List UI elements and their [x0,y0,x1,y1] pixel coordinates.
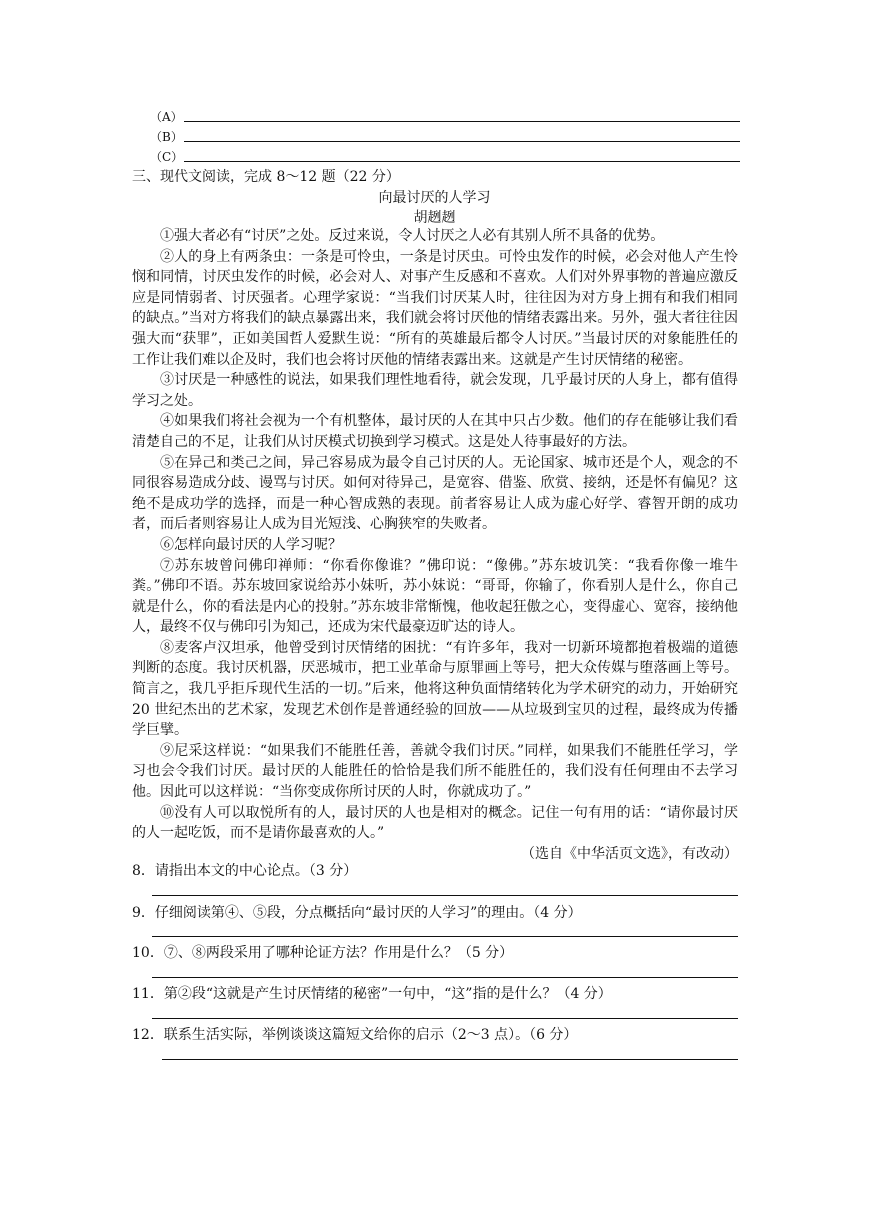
answer-line-q11[interactable] [152,1018,738,1019]
question-10: 10．⑦、⑧两段采用了哪种论证方法？作用是什么？（5 分） [132,945,514,961]
answer-line-q8[interactable] [152,895,738,896]
paragraph-3: ③讨厌是一种感性的说法，如果我们理性地看待，就会发现，几乎最讨厌的人身上，都有值得学习之处。 [132,372,738,409]
paragraph-9: ⑨尼采这样说：“如果我们不能胜任善，善就令我们讨厌。”同样，如果我们不能胜任学习，学习也会令我们讨厌。最讨厌的人能胜任的恰恰是我们所不能胜任的，我们没有任何理由不去学习他。因此可以这样说：“当你变成你所讨厌的人时，你就成功了。” [132,742,738,801]
article-author: 胡趔趔 [413,210,456,226]
answer-line-c [150,146,740,166]
answer-underline-c [184,161,740,162]
question-11: 11．第②段“这就是产生讨厌情绪的秘密”一句中，“这”指的是什么？（4 分） [132,986,612,1002]
paragraph-6: ⑥怎样向最讨厌的人学习呢？ [160,536,342,553]
question-12: 12．联系生活实际，举例谈谈这篇短文给你的启示（2～3 点）。（6 分） [132,1027,578,1043]
article-body [132,226,738,864]
paragraph-8: ⑧麦客卢汉坦承，他曾受到讨厌情绪的困扰：“有许多年，我对一切新环境都抱着极端的道德判断的态度。我讨厌机器，厌恶城市，把工业革命与原罪画上等号，把大众传媒与堕落画上等号。简言之，我几乎拒斥现代生活的一切。”后来，他将这种负面情绪转化为学术研究的动力，开始研究 20 世纪杰出的艺术家，发现艺术创作是普通经验的回放——从垃圾到宝贝的过程，最终成为传播学巨擘。 [132,639,738,739]
paragraph-7: ⑦苏东坡曾问佛印禅师：“你看你像谁？”佛印说：“像佛。”苏东坡讥笑：“我看你像一堆牛粪。”佛印不语。苏东坡回家说给苏小妹听，苏小妹说：“哥哥，你输了，你看别人是什么，你自己就是什么，你的看法是内心的投射。”苏东坡非常惭愧，他收起狂傲之心，变得虚心、宽容，接纳他人，最终不仅与佛印引为知己，还成为宋代最豪迈旷达的诗人。 [132,557,738,636]
answer-line-a [150,106,740,126]
answer-line-b [150,126,740,146]
answer-underline-b [184,141,740,142]
question-8: 8．请指出本文的中心论点。（3 分） [132,863,358,879]
section-heading: 三、现代文阅读，完成 8～12 题（22 分） [132,169,400,185]
paragraph-2: ②人的身上有两条虫：一条是可怜虫，一条是讨厌虫。可怜虫发作的时候，必会对他人产生怜悯和同情，讨厌虫发作的时候，必会对人、对事产生反感和不喜欢。人们对外界事物的普遍应激反应是同情弱者、讨厌强者。心理学家说：“当我们讨厌某人时，往往因为对方身上拥有和我们相同的缺点。”当对方将我们的缺点暴露出来，我们就会将讨厌他的情绪表露出来。另外，强大者往往因强大而“获罪”，正如美国哲人爱默生说：“所有的英雄最后都令人讨厌。”当最讨厌的对象能胜任的工作让我们难以企及时，我们也会将讨厌他的情绪表露出来。这就是产生讨厌情绪的秘密。 [132,248,738,368]
paragraph-1: ①强大者必有“讨厌”之处。反过来说，令人讨厌之人必有其别人所不具备的优势。 [160,228,665,244]
paragraph-5: ⑤在异己和类己之间，异己容易成为最令自己讨厌的人。无论国家、城市还是个人，观念的不同很容易造成分歧、谩骂与讨厌。如何对待异己，是宽容、借鉴、欣赏、接纳，还是怀有偏见？这绝不是成功学的选择，而是一种心智成熟的表现。前者容易让人成为虚心好学、睿智开朗的成功者，而后者则容易让人成为目光短浅、心胸狭窄的失败者。 [132,454,738,533]
answer-line-q12[interactable] [162,1059,738,1060]
answer-line-q9[interactable] [152,936,738,937]
answer-underline-a [184,121,740,122]
answer-line-q10[interactable] [152,977,738,978]
article-title: 向最讨厌的人学习 [378,190,491,206]
answer-label-b: （B） [150,130,183,144]
article-source: （选自《中华活页文选》，有改动） [521,845,738,862]
paragraph-10: ⑩没有人可以取悦所有的人，最讨厌的人也是相对的概念。记住一句有用的话：“请你最讨厌的人一起吃饭，而不是请你最喜欢的人。” [132,804,738,842]
paragraph-4: ④如果我们将社会视为一个有机整体，最讨厌的人在其中只占少数。他们的存在能够让我们看清楚自己的不足，让我们从讨厌模式切换到学习模式。这是处人待事最好的方法。 [132,413,738,450]
answer-label-a: （A） [150,110,183,124]
answer-label-c: （C） [150,150,184,164]
question-9: 9．仔细阅读第④、⑤段，分点概括向“最讨厌的人学习”的理由。（4 分） [132,905,582,921]
